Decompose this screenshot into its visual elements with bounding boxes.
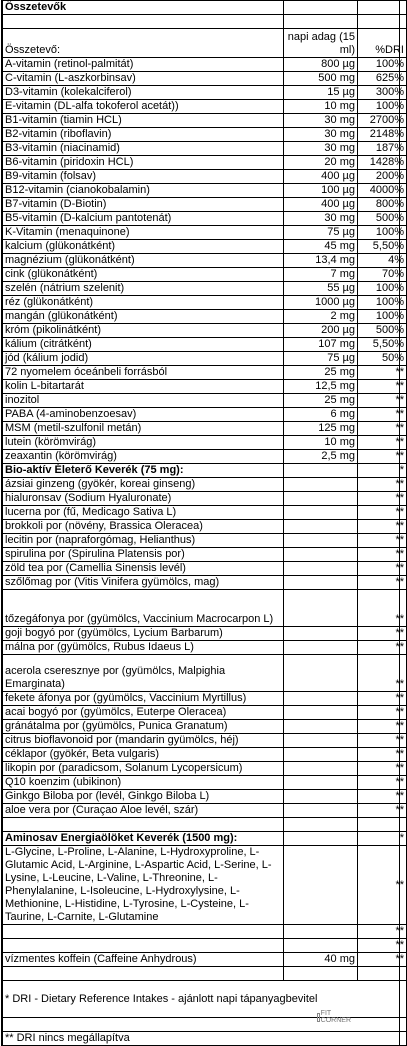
ingredient-name: D3-vitamin (kolekalciferol)	[3, 86, 284, 100]
header-dose: napi adag (15 ml)	[284, 29, 358, 58]
table-row	[3, 790, 407, 804]
bioactive-dri: **	[358, 576, 407, 590]
header-dri: %DRI	[358, 29, 407, 58]
spacer-row	[3, 925, 407, 939]
ingredient-dri: 2148%	[358, 128, 407, 142]
ingredient-dri: 100%	[358, 58, 407, 72]
table-row	[3, 436, 407, 450]
ingredient-dose: 75 µg	[284, 226, 358, 240]
ingredient-dose: 10 mg	[284, 436, 358, 450]
ingredient-name: cink (glükonátként)	[3, 268, 284, 282]
table-row	[3, 706, 407, 720]
ingredient-dose: 10 mg	[284, 100, 358, 114]
ingredient-name: inozitol	[3, 394, 284, 408]
table-row	[3, 184, 407, 198]
bioactive-dri: **	[358, 706, 407, 720]
ingredient-name: 72 nyomelem óceánbeli forrásból	[3, 366, 284, 380]
ingredient-dose: 45 mg	[284, 240, 358, 254]
ingredient-dri: 4000%	[358, 184, 407, 198]
ingredient-dose: 12,5 mg	[284, 380, 358, 394]
bioactive-dri: **	[358, 720, 407, 734]
ingredient-dri: 500%	[358, 324, 407, 338]
ingredient-name: B6-vitamin (piridoxin HCL)	[3, 156, 284, 170]
table-row	[3, 776, 407, 790]
bioactive-item: acerola cseresznye por (gyümölcs, Malpighia Emarginata)	[3, 655, 284, 692]
table-row	[3, 590, 407, 627]
table-row	[3, 72, 407, 86]
bioactive-item: Ginkgo Biloba por (levél, Ginkgo Biloba L)	[3, 790, 284, 804]
bioactive-item: goji bogyó por (gyümölcs, Lycium Barbarum)	[3, 627, 284, 641]
ingredient-dose: 400 µg	[284, 170, 358, 184]
table-row	[3, 212, 407, 226]
bioactive-item: likopin por (paradicsom, Solanum Lycopersicum)	[3, 762, 284, 776]
ingredient-dose: 125 mg	[284, 422, 358, 436]
ingredient-name: jód (kálium jodid)	[3, 352, 284, 366]
table-row	[3, 240, 407, 254]
ingredient-name: E-vitamin (DL-alfa tokoferol acetát))	[3, 100, 284, 114]
bioactive-item: lucerna por (fű, Medicago Sativa L)	[3, 506, 284, 520]
spacer-row	[3, 967, 407, 981]
section-row	[3, 832, 407, 846]
bioactive-dri: **	[358, 641, 407, 655]
bioactive-item: ázsiai ginzeng (gyökér, koreai ginseng)	[3, 478, 284, 492]
table-row	[3, 846, 407, 925]
table-title: Összetevők	[3, 1, 284, 15]
bioactive-dri: **	[358, 655, 407, 692]
ingredient-name: magnézium (glükonátként)	[3, 254, 284, 268]
footnote-dri-definition: * DRI - Dietary Reference Intakes - ajánlott napi tápanyagbevitel	[3, 981, 407, 1018]
ingredient-name: króm (pikolinátként)	[3, 324, 284, 338]
table-row	[3, 170, 407, 184]
table-row	[3, 114, 407, 128]
ingredient-dose: 30 mg	[284, 212, 358, 226]
table-row	[3, 100, 407, 114]
amino-dri: **	[358, 939, 407, 953]
ingredient-name: B1-vitamin (tiamin HCL)	[3, 114, 284, 128]
table-row	[3, 254, 407, 268]
table-row	[3, 198, 407, 212]
ingredient-dose: 25 mg	[284, 394, 358, 408]
table-row	[3, 58, 407, 72]
ingredient-dri: 70%	[358, 268, 407, 282]
ingredient-name: mangán (glükonátként)	[3, 310, 284, 324]
ingredient-dose: 500 mg	[284, 72, 358, 86]
bioactive-item: brokkoli por (növény, Brassica Oleracea)	[3, 520, 284, 534]
ingredient-dose: 2,5 mg	[284, 450, 358, 464]
table-row	[3, 548, 407, 562]
fitcorner-logo: FIT CORNER	[317, 1011, 351, 1023]
ingredient-name: PABA (4-aminobenzoesav)	[3, 408, 284, 422]
amino-dri: **	[358, 846, 407, 925]
ingredient-dri: 5,50%	[358, 240, 407, 254]
spacer-row	[3, 939, 407, 953]
ingredient-dose: 30 mg	[284, 114, 358, 128]
bioactive-item: acai bogyó por (gyümölcs, Euterpe Oleracea)	[3, 706, 284, 720]
ingredients-sheet	[1, 0, 404, 1046]
ingredient-dose: 1000 µg	[284, 296, 358, 310]
bioactive-dri: **	[358, 506, 407, 520]
ingredient-name: B3-vitamin (niacinamid)	[3, 142, 284, 156]
bioactive-title-dri: *	[358, 464, 407, 478]
table-row	[3, 338, 407, 352]
table-row	[3, 296, 407, 310]
ingredient-name: B12-vitamin (cianokobalamin)	[3, 184, 284, 198]
footnote-dri-not-set: ** DRI nincs megállapítva	[3, 1032, 407, 1046]
ingredient-name: kálium (citrátként)	[3, 338, 284, 352]
table-row	[3, 748, 407, 762]
logo-mark-icon	[317, 1013, 320, 1022]
bioactive-dri: **	[358, 692, 407, 706]
header-row	[3, 29, 407, 58]
ingredient-dri: 100%	[358, 100, 407, 114]
table-row	[3, 324, 407, 338]
ingredient-dri: 1428%	[358, 156, 407, 170]
ingredient-dri: **	[358, 394, 407, 408]
bioactive-dri: **	[358, 520, 407, 534]
table-row	[3, 352, 407, 366]
bioactive-dri: **	[358, 627, 407, 641]
ingredient-dose: 7 mg	[284, 268, 358, 282]
bioactive-dri: **	[358, 734, 407, 748]
bioactive-item: citrus bioflavonoid por (mandarin gyümölcs, héj)	[3, 734, 284, 748]
bioactive-dri: **	[358, 534, 407, 548]
caffeine-dri: **	[358, 953, 407, 967]
ingredient-dose: 25 mg	[284, 366, 358, 380]
title-row	[3, 1, 407, 15]
ingredient-dose: 30 mg	[284, 142, 358, 156]
ingredient-name: réz (glükonátként)	[3, 296, 284, 310]
ingredient-name: A-vitamin (retinol-palmitát)	[3, 58, 284, 72]
bioactive-item: Q10 koenzim (ubikinon)	[3, 776, 284, 790]
ingredient-dri: 300%	[358, 86, 407, 100]
ingredient-dri: **	[358, 408, 407, 422]
ingredient-dose: 13,4 mg	[284, 254, 358, 268]
bioactive-item: céklapor (gyökér, Beta vulgaris)	[3, 748, 284, 762]
table-row	[3, 953, 407, 967]
table-row	[3, 534, 407, 548]
table-row	[3, 692, 407, 706]
section-row	[3, 464, 407, 478]
table-row	[3, 492, 407, 506]
bioactive-dri: **	[358, 790, 407, 804]
ingredient-name: zeaxantin (körömvirág)	[3, 450, 284, 464]
bioactive-item: hialuronsav (Sodium Hyaluronate)	[3, 492, 284, 506]
ingredient-dose: 2 mg	[284, 310, 358, 324]
bioactive-dri: **	[358, 478, 407, 492]
ingredient-dri: 50%	[358, 352, 407, 366]
amino-title: Aminosav Energiaölöket Keverék (1500 mg):	[3, 832, 284, 846]
spacer-row	[3, 15, 407, 29]
table-row	[3, 422, 407, 436]
table-row	[3, 366, 407, 380]
table-row	[3, 86, 407, 100]
table-row	[3, 226, 407, 240]
bioactive-item: gránátalma por (gyümölcs, Punica Granatum)	[3, 720, 284, 734]
ingredient-dri: 100%	[358, 282, 407, 296]
table-row	[3, 641, 407, 655]
ingredient-dose: 30 mg	[284, 128, 358, 142]
table-row	[3, 128, 407, 142]
ingredient-dose: 6 mg	[284, 408, 358, 422]
bioactive-item: szőlőmag por (Vitis Vinifera gyümölcs, mag)	[3, 576, 284, 590]
table-row	[3, 627, 407, 641]
ingredient-name: lutein (körömvirág)	[3, 436, 284, 450]
table-row	[3, 450, 407, 464]
bioactive-item: aloe vera por (Curaçao Aloe levél, szár)	[3, 804, 284, 818]
ingredient-name: kolin L-bitartarát	[3, 380, 284, 394]
table-row	[3, 520, 407, 534]
header-name: Összetevő:	[3, 29, 284, 58]
table-row	[3, 394, 407, 408]
ingredient-dri: 4%	[358, 254, 407, 268]
ingredient-name: B7-vitamin (D-Biotin)	[3, 198, 284, 212]
bioactive-item: spirulina por (Spirulina Platensis por)	[3, 548, 284, 562]
bioactive-dri: **	[358, 590, 407, 627]
bioactive-dri: **	[358, 548, 407, 562]
table-row	[3, 142, 407, 156]
bioactive-title: Bio-aktív Életerő Keverék (75 mg):	[3, 464, 284, 478]
ingredient-name: B9-vitamin (folsav)	[3, 170, 284, 184]
table-row	[3, 720, 407, 734]
bioactive-item: málna por (gyümölcs, Rubus Idaeus L)	[3, 641, 284, 655]
ingredient-name: C-vitamin (L-aszkorbinsav)	[3, 72, 284, 86]
ingredient-dri: 2700%	[358, 114, 407, 128]
table-row	[3, 380, 407, 394]
ingredient-dri: **	[358, 366, 407, 380]
ingredient-dri: **	[358, 422, 407, 436]
ingredient-dri: 500%	[358, 212, 407, 226]
ingredient-name: B5-vitamin (D-kalcium pantotenát)	[3, 212, 284, 226]
caffeine-dose: 40 mg	[284, 953, 358, 967]
ingredient-name: szelén (nátrium szelenit)	[3, 282, 284, 296]
bioactive-dri: **	[358, 762, 407, 776]
bioactive-item: zöld tea por (Camellia Sinensis levél)	[3, 562, 284, 576]
bioactive-dri: **	[358, 776, 407, 790]
ingredient-name: MSM (metil-szulfonil metán)	[3, 422, 284, 436]
amino-title-dri: *	[358, 832, 407, 846]
ingredient-dose: 200 µg	[284, 324, 358, 338]
ingredient-dri: 100%	[358, 310, 407, 324]
bioactive-item: tőzegáfonya por (gyümölcs, Vaccinium Macrocarpon L)	[3, 590, 284, 627]
ingredient-dose: 800 µg	[284, 58, 358, 72]
table-row	[3, 576, 407, 590]
footer-row	[3, 1032, 407, 1046]
ingredient-dri: 100%	[358, 226, 407, 240]
ingredient-dri: 100%	[358, 296, 407, 310]
table-row	[3, 156, 407, 170]
ingredient-dri: **	[358, 450, 407, 464]
table-row	[3, 478, 407, 492]
bioactive-item: fekete áfonya por (gyümölcs, Vaccinium Myrtillus)	[3, 692, 284, 706]
ingredient-name: B2-vitamin (riboflavin)	[3, 128, 284, 142]
table-row	[3, 310, 407, 324]
table-row	[3, 506, 407, 520]
ingredient-dri: 5,50%	[358, 338, 407, 352]
ingredient-dri: 187%	[358, 142, 407, 156]
table-row	[3, 655, 407, 692]
table-row	[3, 562, 407, 576]
ingredient-dri: **	[358, 380, 407, 394]
caffeine-name: vízmentes koffein (Caffeine Anhydrous)	[3, 953, 284, 967]
bioactive-dri: **	[358, 492, 407, 506]
ingredient-dose: 400 µg	[284, 198, 358, 212]
table-row	[3, 408, 407, 422]
bioactive-dri: **	[358, 748, 407, 762]
ingredient-dose: 15 µg	[284, 86, 358, 100]
amino-dri: **	[358, 925, 407, 939]
table-row	[3, 804, 407, 818]
ingredient-name: kalcium (glükonátként)	[3, 240, 284, 254]
ingredient-dose: 107 mg	[284, 338, 358, 352]
ingredients-table	[2, 0, 407, 1046]
bioactive-dri: **	[358, 804, 407, 818]
ingredient-name: K-Vitamin (menaquinone)	[3, 226, 284, 240]
ingredient-dose: 20 mg	[284, 156, 358, 170]
ingredient-dri: **	[358, 436, 407, 450]
spacer-row	[3, 818, 407, 832]
table-row	[3, 268, 407, 282]
ingredient-dri: 200%	[358, 170, 407, 184]
table-row	[3, 762, 407, 776]
table-row	[3, 734, 407, 748]
table-row	[3, 282, 407, 296]
amino-list: L-Glycine, L-Proline, L-Alanine, L-Hydroxyproline, L-Glutamic Acid, L-Arginine, L-Aspartic Acid, L-Serine, L-Lysine, L-Leucine, L-Valine, L-Threonine, L-Phenylalanine, L-Isoleucine, L-Hydroxylysine, L-Methionine, L-Histidine, L-Tyrosine, L-Cysteine, L-Taurine, L-Carnite, L-Glutamine	[3, 846, 284, 925]
ingredient-dose: 55 µg	[284, 282, 358, 296]
ingredient-dose: 100 µg	[284, 184, 358, 198]
ingredient-dri: 625%	[358, 72, 407, 86]
ingredient-dri: 800%	[358, 198, 407, 212]
bioactive-dri: **	[358, 562, 407, 576]
ingredient-dose: 75 µg	[284, 352, 358, 366]
bioactive-item: lecitin por (napraforgómag, Helianthus)	[3, 534, 284, 548]
